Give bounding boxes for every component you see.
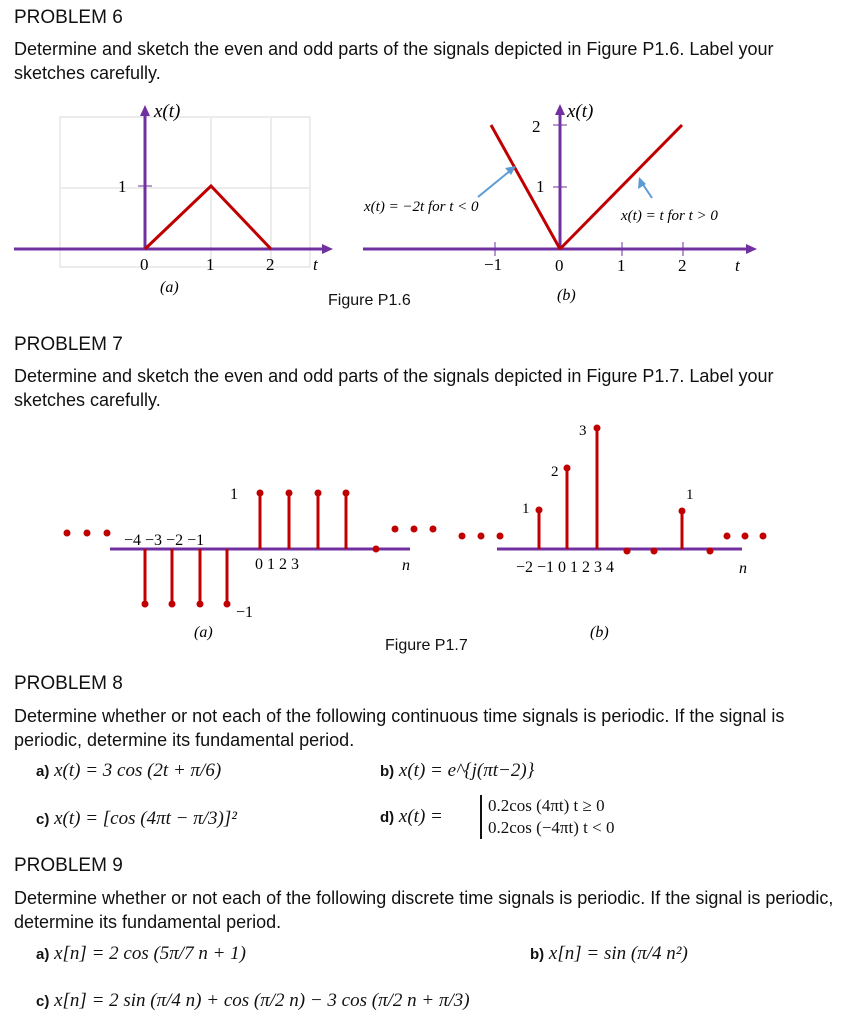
value-label: 1 — [522, 501, 530, 517]
figure-p1-7b — [459, 423, 767, 641]
x-tick-label: 0 — [140, 255, 149, 274]
problem-8-text: Determine whether or not each of the following continuous time signals is periodic. If the signal is periodic, determine its fundamental period. — [14, 706, 785, 750]
x-tick-label: −1 — [484, 255, 503, 274]
problem-8d — [380, 806, 443, 828]
subfigure-label: (a) — [160, 279, 179, 296]
x-tick-label: 1 — [617, 256, 626, 275]
value-label: −1 — [236, 604, 254, 621]
value-label: 1 — [230, 486, 238, 503]
y-tick-label: 2 — [532, 117, 541, 136]
case-line: 0.2cos (4πt) t ≥ 0 — [488, 796, 605, 815]
subfigure-label: (b) — [557, 287, 576, 304]
n-tick-labels: −4 −3 −2 −1 — [124, 532, 205, 549]
expression: x[n] = 2 sin (π/4 n) + cos (π/2 n) − 3 cos (π/2 n + π/3) — [54, 990, 470, 1011]
x-tick-label: 1 — [206, 255, 215, 274]
stems — [539, 428, 682, 549]
item-tag: a) — [36, 763, 50, 780]
item-tag: b) — [530, 946, 545, 963]
problem-7-text: Determine and sketch the even and odd parts of the signals depicted in Figure P1.7. Label your sketches carefully. — [14, 366, 774, 410]
problem-8b — [380, 760, 534, 782]
value-label: 2 — [551, 464, 559, 480]
expression-lhs: x(t) = — [398, 806, 443, 827]
annotation-right: x(t) = t for t > 0 — [621, 208, 718, 224]
figure-p1-7a — [64, 486, 437, 641]
x-axis-label: t — [313, 255, 318, 274]
problem-6-text: Determine and sketch the even and odd parts of the signals depicted in Figure P1.6. Label your sketches carefully. — [14, 39, 774, 83]
samples — [459, 425, 767, 555]
problem-9-text: Determine whether or not each of the following discrete time signals is periodic. If the signal is periodic, determine its fundamental period. — [14, 888, 834, 932]
annotation-left: x(t) = −2t for t < 0 — [364, 199, 479, 215]
x-axis-label: t — [735, 256, 740, 275]
problem-8a — [36, 760, 221, 782]
subfigure-label: (a) — [194, 624, 213, 641]
n-axis-label: n — [739, 560, 747, 577]
n-tick-labels: −2 −1 0 1 2 3 4 — [516, 559, 615, 576]
n-axis-label: n — [402, 557, 410, 574]
problem-7-title: PROBLEM 7 — [14, 334, 123, 355]
expression: x(t) = [cos (4πt − π/3)]² — [54, 808, 237, 829]
expression: x[n] = sin (π/4 n²) — [548, 943, 688, 964]
y-tick-label: 1 — [118, 177, 127, 196]
y-axis-label: x(t) — [154, 101, 181, 122]
n-tick-labels: 0 1 2 3 — [255, 556, 299, 573]
subfigure-label: (b) — [590, 624, 609, 641]
expression: x(t) = 3 cos (2t + π/6) — [54, 760, 222, 781]
problem-8-title: PROBLEM 8 — [14, 673, 123, 694]
y-tick-label: 1 — [536, 177, 545, 196]
figure-p1-6-caption: Figure P1.6 — [328, 292, 411, 309]
figure-p1-7-caption: Figure P1.7 — [385, 637, 468, 654]
item-tag: b) — [380, 763, 395, 780]
x-tick-label: 2 — [266, 255, 275, 274]
item-tag: d) — [380, 809, 395, 826]
problem-9-title: PROBLEM 9 — [14, 855, 123, 876]
value-label: 3 — [579, 423, 587, 439]
item-tag: c) — [36, 993, 50, 1010]
case-line: 0.2cos (−4πt) t < 0 — [488, 818, 615, 837]
problem-8d-cases — [480, 795, 614, 839]
problem-9a — [36, 943, 246, 965]
problem-9c — [36, 990, 470, 1012]
expression: x(t) = e^{j(πt−2)} — [398, 760, 535, 781]
x-tick-label: 2 — [678, 256, 687, 275]
problem-8c — [36, 808, 237, 830]
value-label: 1 — [686, 487, 694, 503]
problem-9b — [530, 943, 688, 965]
problem-6-title: PROBLEM 6 — [14, 7, 123, 28]
item-tag: c) — [36, 811, 50, 828]
x-tick-label: 0 — [555, 256, 564, 275]
expression: x[n] = 2 cos (5π/7 n + 1) — [54, 943, 246, 964]
item-tag: a) — [36, 946, 50, 963]
y-axis-label: x(t) — [567, 101, 594, 122]
